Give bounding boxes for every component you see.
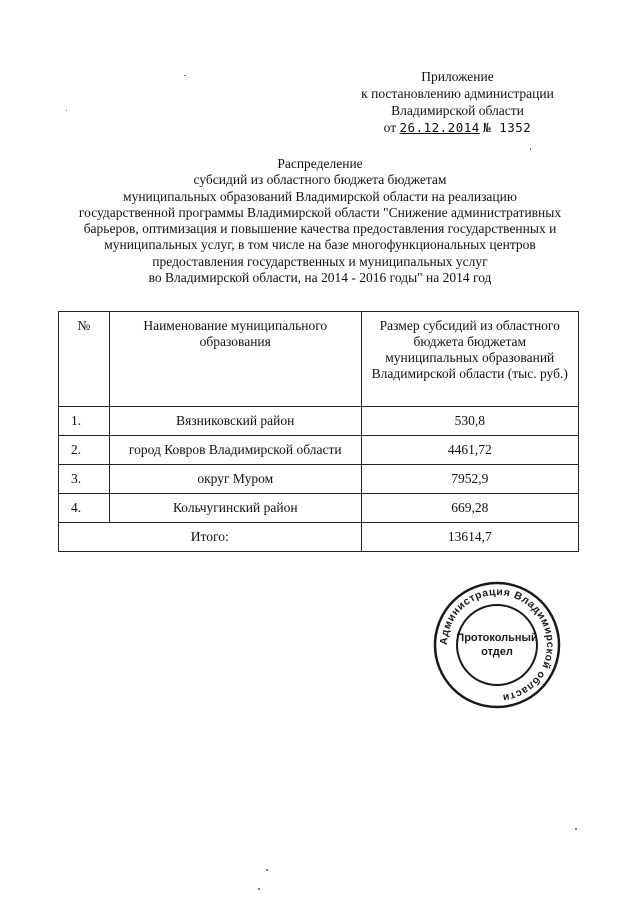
row-num: 4.: [59, 494, 110, 523]
row-municipality: Кольчугинский район: [109, 494, 361, 523]
title-line: муниципальных услуг, в том числе на базе многофункциональных центров: [104, 237, 536, 253]
subsidies-table: [58, 311, 579, 552]
title-line: во Владимирской области, на 2014 - 2016 годы" на 2014 год: [148, 270, 492, 286]
appendix-region: Владимирской области: [391, 103, 524, 118]
row-municipality: Вязниковский район: [109, 407, 361, 436]
header-amount: Размер субсидий из областного бюджета бюджетам муниципальных образований Владимирской области (тыс. руб.): [361, 312, 578, 407]
row-amount: 4461,72: [361, 436, 578, 465]
order-date: 26.12.2014: [399, 120, 480, 135]
row-municipality: округ Муром: [109, 465, 361, 494]
table-row: [59, 494, 579, 523]
row-amount: 7952,9: [361, 465, 578, 494]
total-label: Итого:: [59, 523, 362, 552]
appendix-reference: к постановлению администрации: [361, 86, 554, 101]
title-line: предоставления государственных и муниципальных услуг: [152, 253, 488, 269]
title-line: субсидий из областного бюджета бюджетам: [193, 172, 447, 188]
stamp-outer-ring: [435, 583, 559, 707]
row-num: 2.: [59, 436, 110, 465]
stamp-center-line2: отдел: [481, 646, 513, 658]
appendix-order-line: [330, 119, 585, 136]
scan-speck: [184, 75, 186, 76]
protocol-department-stamp: [432, 580, 562, 710]
row-amount: 669,28: [361, 494, 578, 523]
title-line: Распределение: [277, 156, 363, 171]
row-num: 1.: [59, 407, 110, 436]
stamp-inner-ring: [457, 605, 537, 685]
order-prefix: от: [383, 120, 397, 135]
table-row: [59, 436, 579, 465]
table-row: [59, 407, 579, 436]
order-number: № 1352: [483, 120, 532, 135]
document-title: [40, 156, 600, 286]
row-num: 3.: [59, 465, 110, 494]
scan-speck: [530, 148, 531, 150]
title-line: государственной программы Владимирской области "Снижение административных: [78, 204, 562, 220]
scan-speck: [258, 888, 260, 890]
table-header-row: [59, 312, 579, 407]
header-municipality: Наименование муниципального образования: [109, 312, 361, 407]
table-row: [59, 465, 579, 494]
appendix-block: [330, 68, 585, 136]
table-total-row: [59, 523, 579, 552]
appendix-title: Приложение: [421, 69, 494, 84]
stamp-center-line1: Протокольный: [456, 632, 538, 644]
scan-speck: [266, 869, 268, 871]
scan-speck: [66, 110, 67, 111]
header-num: №: [59, 312, 110, 407]
row-municipality: город Ковров Владимирской области: [109, 436, 361, 465]
stamp-ring-text: Администрация Владимирской области: [437, 585, 557, 704]
title-line: барьеров, оптимизация и повышение качества предоставления государственных и: [83, 221, 557, 237]
row-amount: 530,8: [361, 407, 578, 436]
total-value: 13614,7: [361, 523, 578, 552]
title-line: муниципальных образований Владимирской области на реализацию: [123, 188, 517, 204]
scan-speck: [575, 828, 577, 830]
